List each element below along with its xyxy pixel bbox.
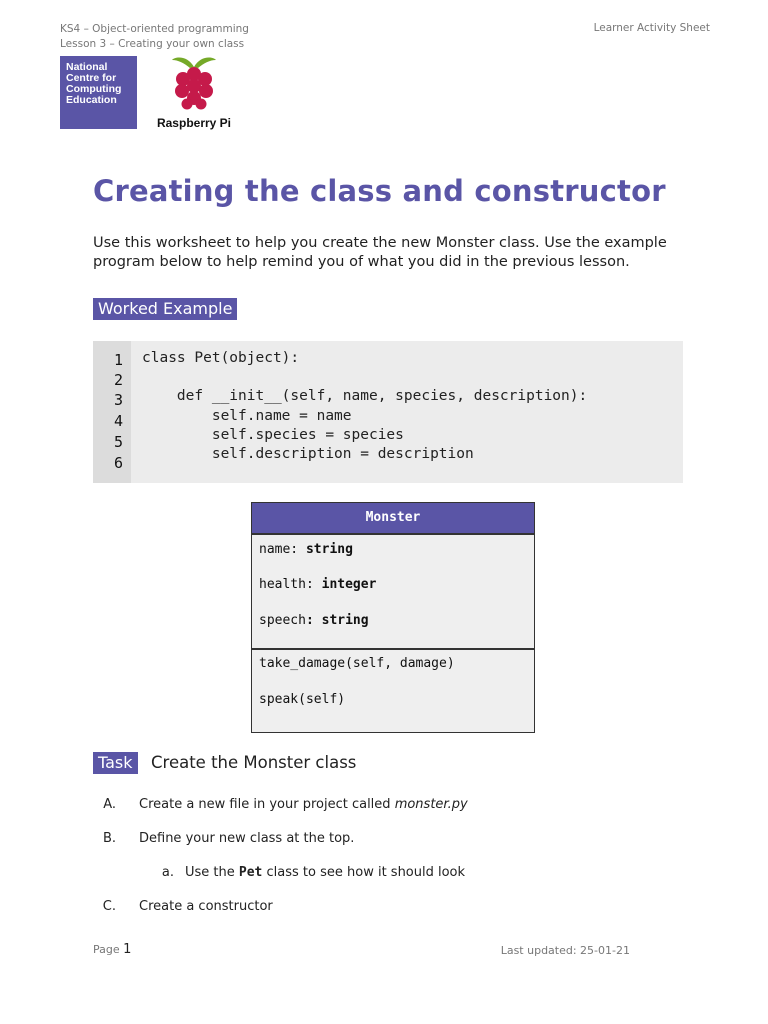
code-line: class Pet(object): xyxy=(142,350,300,366)
task-item-text: Create a new file in your project called xyxy=(139,797,395,812)
uml-attributes xyxy=(252,535,534,650)
raspberry-pi-logo xyxy=(152,54,236,134)
task-item-code: Pet xyxy=(238,865,263,880)
line-number: 1 xyxy=(113,351,123,369)
line-number: 5 xyxy=(113,433,123,451)
line-number: 2 xyxy=(113,371,123,389)
header-course-info xyxy=(60,22,249,52)
raspberry-icon xyxy=(168,54,220,112)
uml-class-diagram xyxy=(251,502,535,733)
uml-attribute-type: : string xyxy=(305,613,369,628)
code-line: self.species = species xyxy=(142,427,404,443)
line-number: 3 xyxy=(113,391,123,409)
uml-method: take_damage(self, damage) xyxy=(259,656,455,671)
ncce-logo-line: National xyxy=(66,61,108,73)
header-course: KS4 – Object-oriented programming xyxy=(60,23,249,35)
uml-attribute xyxy=(259,542,353,557)
code-block xyxy=(93,341,683,483)
task-item-text: Use the xyxy=(185,865,239,880)
footer-page xyxy=(93,942,131,957)
code-line: self.description = description xyxy=(142,446,474,462)
footer-page-label: Page xyxy=(93,943,120,956)
task-item-filename: monster.py xyxy=(394,797,468,812)
footer-page-number: 1 xyxy=(123,942,132,957)
task-item-text: Define your new class at the top. xyxy=(139,831,355,846)
intro-paragraph: Use this worksheet to help you create the new Monster class. Use the example program below to help remind you of what you did in the previous lesson. xyxy=(93,235,667,270)
uml-class-name: Monster xyxy=(252,503,534,535)
line-number: 4 xyxy=(113,412,123,430)
header-sheet-type: Learner Activity Sheet xyxy=(593,22,710,34)
ncce-logo-line: Computing xyxy=(66,83,122,95)
worked-example-heading xyxy=(93,298,237,320)
task-badge: Task xyxy=(93,752,138,774)
header-lesson: Lesson 3 – Creating your own class xyxy=(60,38,245,50)
uml-attribute-name: health: xyxy=(259,577,314,592)
worked-example-badge: Worked Example xyxy=(93,298,237,320)
line-number: 6 xyxy=(113,454,123,472)
uml-attribute xyxy=(259,577,376,592)
ncce-logo-line: Education xyxy=(66,94,117,106)
footer-last-updated: Last updated: 25-01-21 xyxy=(500,944,630,957)
task-item-marker: C. xyxy=(102,899,116,914)
task-item-marker: A. xyxy=(103,797,116,812)
task-item-text: Create a constructor xyxy=(139,899,273,914)
uml-method: speak(self) xyxy=(259,692,346,707)
raspberry-pi-name: Raspberry Pi xyxy=(156,116,232,130)
task-heading xyxy=(93,752,138,774)
task-item-marker: a. xyxy=(161,865,174,880)
code-line: def __init__(self, name, species, description): xyxy=(142,388,588,404)
code-line: self.name = name xyxy=(142,408,352,424)
uml-attribute-type: integer xyxy=(321,577,377,592)
ncce-logo-line: Centre for xyxy=(66,72,117,84)
page-title: Creating the class and constructor xyxy=(93,174,666,208)
uml-attribute-type: string xyxy=(305,542,353,557)
ncce-logo xyxy=(60,56,137,129)
uml-attribute-name: name: xyxy=(259,542,299,557)
task-item-marker: B. xyxy=(102,831,116,846)
uml-attribute-name: speech xyxy=(259,613,306,628)
uml-attribute xyxy=(259,613,369,628)
task-item-text: class to see how it should look xyxy=(262,865,466,880)
task-title: Create the Monster class xyxy=(151,753,357,772)
